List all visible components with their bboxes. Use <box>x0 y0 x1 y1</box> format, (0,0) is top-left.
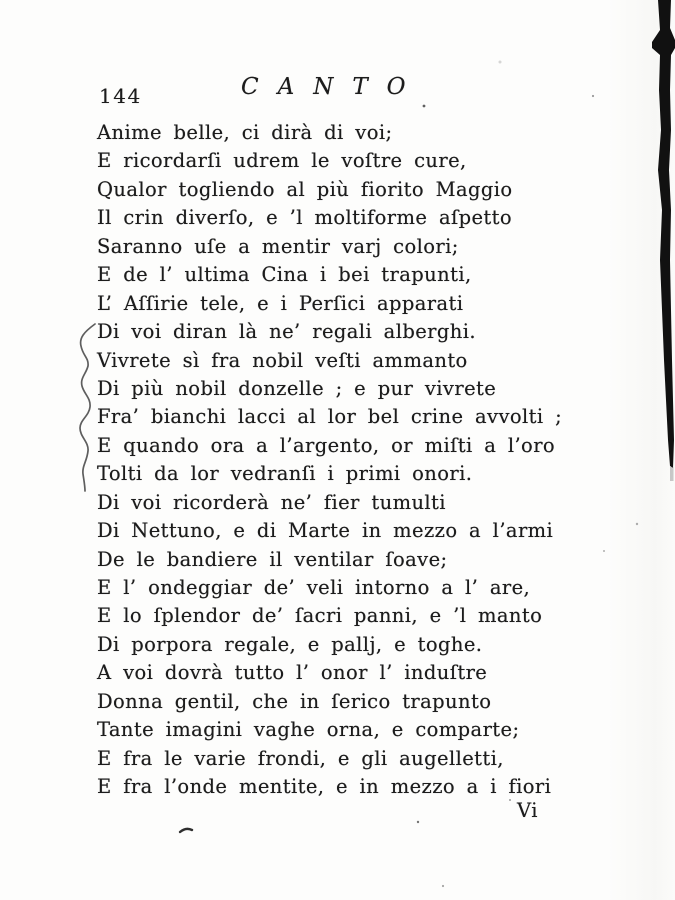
verse-line: E lo ſplendor de’ ſacri panni, e ’l manto <box>97 604 543 628</box>
verse-line: De le bandiere il ventilar ſoave; <box>97 547 448 571</box>
verse-line: Tolti da lor vedranſi i primi onori. <box>97 462 473 486</box>
ink-speck <box>592 95 594 97</box>
verse-line: Di Nettuno, e di Marte in mezzo a l’armi <box>97 519 554 543</box>
ink-speck <box>442 885 444 887</box>
ink-speck <box>499 61 502 64</box>
verse-line: Di voi diran là ne’ regali alberghi. <box>97 320 476 344</box>
verse-line: E de l’ ultima Cina i bei trapunti, <box>97 263 472 287</box>
verse-line: Fra’ bianchi lacci al lor bel crine avvolti ; <box>97 405 563 429</box>
pen-dash-mark <box>180 829 192 832</box>
page-number: 144 <box>99 84 142 108</box>
verse-line: Di più nobil donzelle ; e pur vivrete <box>97 376 497 400</box>
ink-speck <box>417 821 419 823</box>
ink-speck <box>423 105 426 108</box>
verse-line: Il crin diverſo, e ’l moltiforme aſpetto <box>97 206 513 230</box>
verse-line: Anime belle, ci dirà di voi; <box>97 121 393 144</box>
verse-line: E fra l’onde mentite, e in mezzo a i fiori <box>97 775 552 799</box>
verse-line: Tante imagini vaghe orna, e comparte; <box>97 718 520 742</box>
verse-line: L’ Aſſirie tele, e i Perſici apparati <box>97 291 464 315</box>
verse-line: Di porpora regale, e pallj, e toghe. <box>97 632 483 656</box>
verse-line: E ricordarſi udrem le voſtre cure, <box>97 149 467 173</box>
verse-line: Saranno uſe a mentir varj colori; <box>97 234 459 258</box>
verse-line: E l’ ondeggiar de’ veli intorno a l’ are, <box>97 576 531 599</box>
verse-line: Donna gentil, che in ſerico trapunto <box>97 689 492 713</box>
verse-line: A voi dovrà tutto l’ onor l’ induſtre <box>97 661 488 685</box>
catchword: Vi <box>517 799 538 822</box>
verse-line: E quando ora a l’argento, or miſti a l’oro <box>97 433 556 457</box>
verse-block <box>97 119 657 802</box>
margin-pen-squiggle <box>80 324 95 491</box>
verse-line: E fra le varie frondi, e gli augelletti, <box>97 746 504 770</box>
verse-line: Vivrete sì fra nobil veſti ammanto <box>97 348 468 372</box>
verse-line: Di voi ricorderà ne’ fier tumulti <box>97 490 446 514</box>
verse-line: Qualor togliendo al più fiorito Maggio <box>97 177 513 201</box>
running-title: CANTO <box>241 74 425 100</box>
binding-shadow-fade <box>670 467 674 481</box>
